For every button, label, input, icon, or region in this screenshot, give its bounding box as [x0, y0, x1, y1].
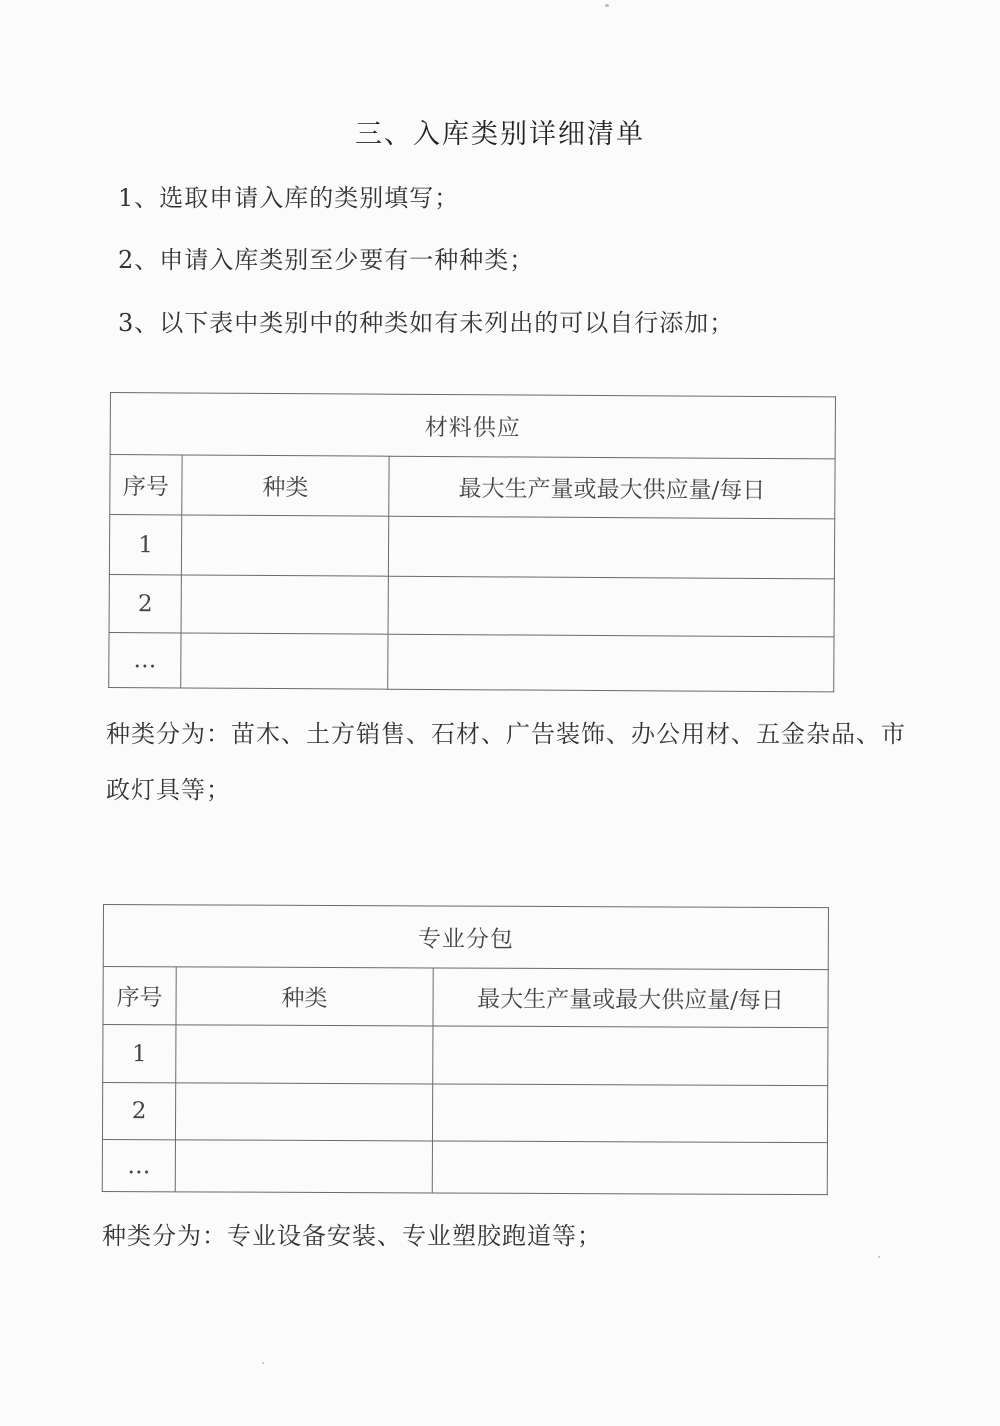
- scan-speck: [262, 1362, 264, 1364]
- category-note-subcontract: 种类分为：专业设备安装、专业塑胶跑道等；: [102, 1222, 602, 1250]
- max-output-cell: [388, 516, 834, 579]
- category-cell: [181, 633, 388, 689]
- category-cell: [181, 515, 388, 576]
- category-cell: [175, 1083, 432, 1141]
- max-output-cell: [432, 1141, 827, 1195]
- header-index: 序号: [103, 967, 176, 1025]
- table-row: [109, 515, 834, 579]
- category-cell: [181, 575, 388, 634]
- row-index: 1: [109, 515, 181, 575]
- header-category: 种类: [176, 967, 433, 1026]
- table-caption: 专业分包: [103, 905, 828, 970]
- instruction-3: 3、以下表中类别中的种类如有未列出的可以自行添加；: [118, 309, 735, 337]
- table-row: [109, 574, 834, 636]
- row-index: …: [109, 632, 181, 687]
- table-row: [102, 1083, 827, 1143]
- category-note-material: 种类分为：苗木、土方销售、石材、广告装饰、办公用材、五金杂品、市政灯具等；: [106, 720, 906, 804]
- category-cell: [176, 1025, 433, 1084]
- table-caption: 材料供应: [110, 393, 835, 459]
- row-index: …: [102, 1140, 175, 1192]
- max-output-cell: [388, 634, 834, 692]
- table-row: [102, 1140, 827, 1195]
- header-max-output: 最大生产量或最大供应量/每日: [389, 456, 835, 519]
- category-cell: [175, 1140, 432, 1193]
- header-max-output: 最大生产量或最大供应量/每日: [433, 968, 828, 1028]
- table-row: [103, 1025, 828, 1086]
- table-row: [109, 632, 834, 691]
- row-index: 1: [103, 1025, 176, 1083]
- header-index: 序号: [110, 455, 182, 515]
- subcontract-table: [102, 904, 829, 1195]
- max-output-cell: [433, 1026, 828, 1086]
- instruction-2: 2、申请入库类别至少要有一种种类；: [118, 246, 535, 274]
- max-output-cell: [432, 1084, 827, 1143]
- scan-speck: [878, 1256, 880, 1258]
- max-output-cell: [388, 576, 834, 637]
- row-index: 2: [102, 1083, 175, 1140]
- scan-speck: [605, 4, 609, 7]
- header-category: 种类: [182, 455, 389, 516]
- row-index: 2: [109, 574, 181, 632]
- instruction-1: 1、选取申请入库的类别填写；: [118, 184, 460, 212]
- material-supply-table: [108, 392, 836, 692]
- page-title: 三、入库类别详细清单: [355, 119, 645, 150]
